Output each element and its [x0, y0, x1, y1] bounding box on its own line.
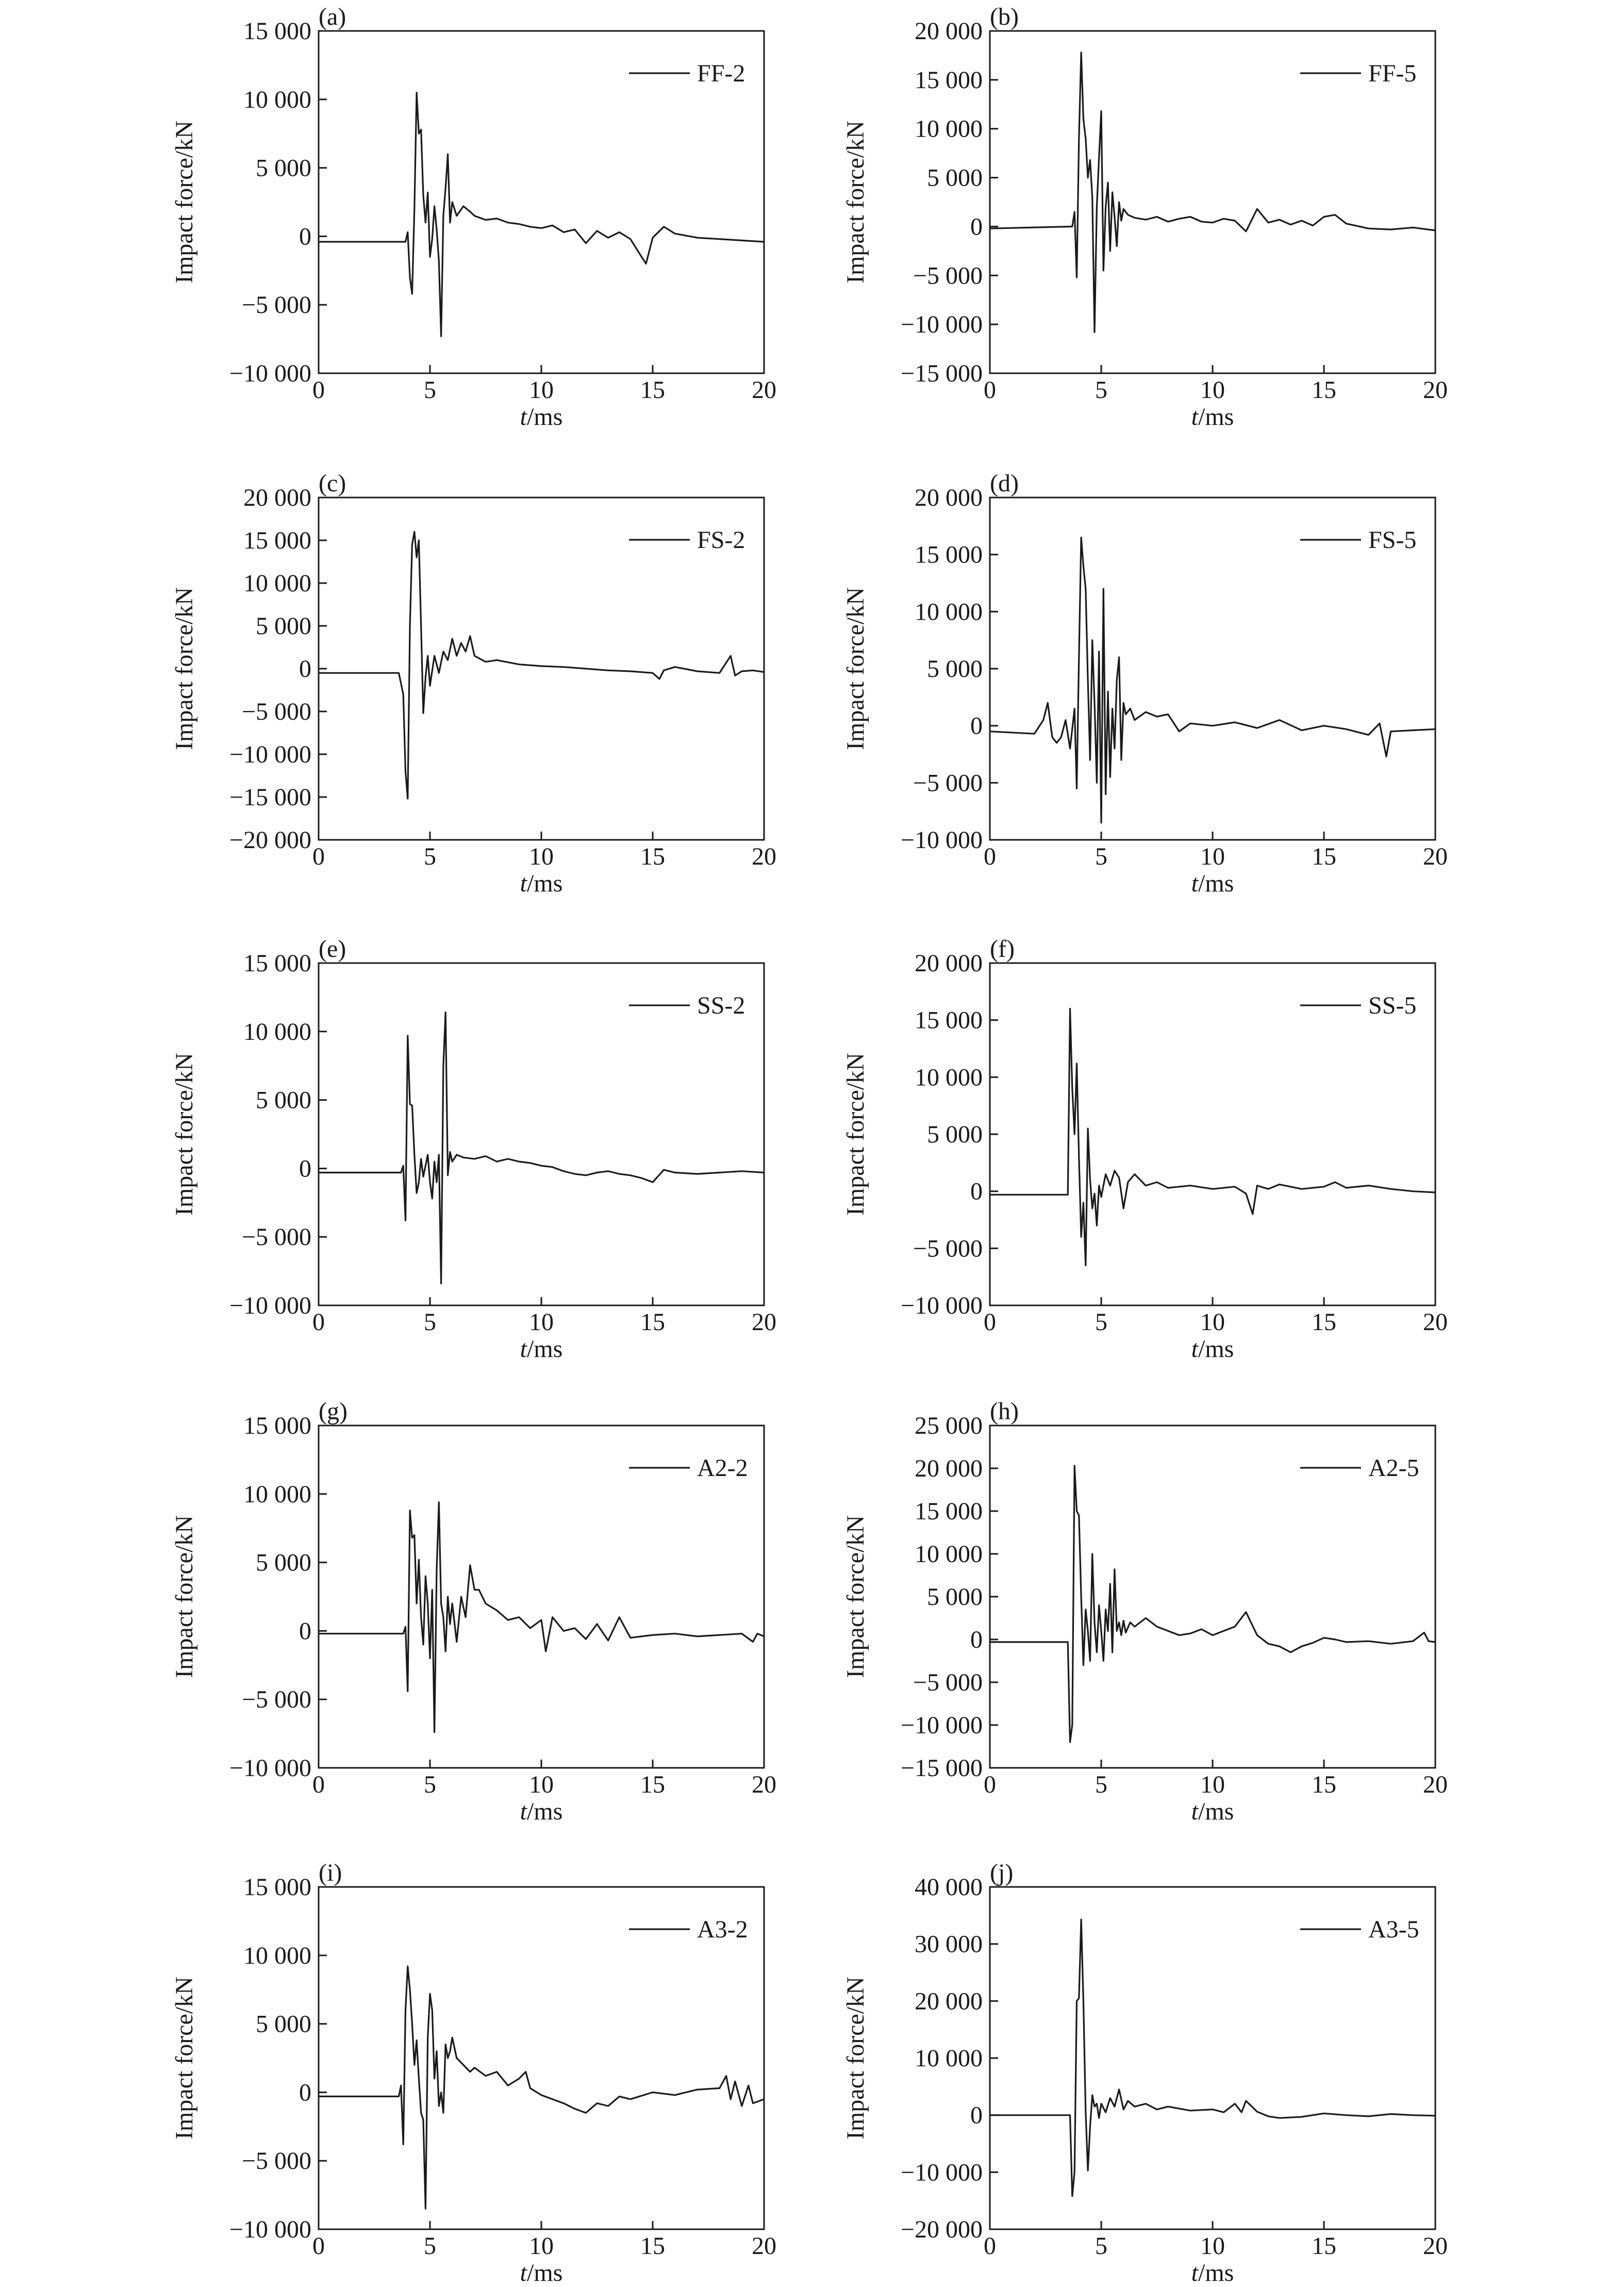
y-tick-label: 15 000 [915, 66, 983, 94]
panel-label: (j) [990, 1859, 1014, 1886]
legend-label: SS-2 [697, 992, 745, 1019]
y-axis-title: Impact force/kN [171, 1977, 198, 2140]
y-tick-label: −10 000 [900, 311, 983, 339]
x-tick-label: 10 [529, 1771, 554, 1798]
y-tick-label: 10 000 [243, 1018, 311, 1046]
y-tick-label: 0 [970, 712, 983, 740]
y-tick-label: 15 000 [243, 1412, 311, 1439]
y-axis-title: Impact force/kN [171, 121, 198, 284]
x-tick-label: 20 [1423, 843, 1448, 870]
y-tick-label: −5 000 [241, 1686, 311, 1714]
panel-label: (a) [319, 3, 346, 30]
y-tick-label: 5 000 [927, 655, 983, 683]
y-tick-label: −5 000 [241, 291, 311, 319]
y-tick-label: 10 000 [243, 570, 311, 597]
x-tick-label: 5 [424, 2232, 436, 2260]
y-tick-label: −5 000 [241, 1223, 311, 1251]
y-tick-label: 20 000 [915, 484, 983, 511]
x-tick-label: 15 [640, 1308, 665, 1336]
legend [1300, 1916, 1419, 1943]
panel-label: (c) [319, 470, 346, 497]
chart-panel-i [171, 1859, 776, 2286]
y-tick-label: 20 000 [915, 1987, 983, 2015]
y-tick-label: 10 000 [915, 115, 983, 143]
legend-label: A2-2 [697, 1454, 748, 1482]
legend-label: FF-5 [1368, 60, 1417, 87]
x-tick-label: 20 [752, 376, 776, 404]
y-tick-label: 20 000 [915, 18, 983, 45]
panel-label: (f) [990, 935, 1015, 963]
y-tick-label: 0 [299, 655, 311, 683]
y-tick-label: 10 000 [243, 1942, 311, 1969]
y-tick-label: 15 000 [243, 1874, 311, 1901]
y-tick-label: 25 000 [915, 1412, 983, 1439]
x-tick-label: 0 [984, 843, 996, 870]
y-tick-label: −15 000 [900, 1754, 983, 1782]
series-line [990, 1919, 1435, 2196]
x-tick-label: 5 [424, 843, 436, 870]
y-tick-label: 15 000 [915, 541, 983, 569]
y-tick-label: 20 000 [915, 1455, 983, 1482]
y-tick-label: −5 000 [913, 769, 983, 797]
chart-panel-j [842, 1859, 1448, 2286]
y-tick-label: 20 000 [243, 484, 311, 511]
x-tick-label: 15 [640, 1771, 665, 1798]
panel-label: (e) [319, 935, 346, 963]
chart-panel-c [171, 470, 776, 897]
y-tick-label: 5 000 [256, 154, 311, 182]
x-tick-label: 10 [529, 2232, 554, 2260]
x-tick-label: 10 [1200, 843, 1225, 870]
x-tick-label: 15 [1312, 843, 1336, 870]
x-tick-label: 5 [1095, 1771, 1107, 1798]
x-tick-label: 20 [1423, 1308, 1448, 1336]
y-tick-label: 5 000 [927, 1121, 983, 1148]
legend-label: A3-5 [1368, 1916, 1419, 1943]
x-axis-title: t/ms [1191, 1798, 1234, 1825]
y-tick-label: 10 000 [915, 1540, 983, 1568]
chart-panel-h [842, 1398, 1448, 1825]
y-axis-title: Impact force/kN [171, 587, 198, 750]
chart-panel-d [842, 470, 1448, 897]
y-tick-label: 10 000 [915, 1064, 983, 1091]
y-tick-label: 40 000 [915, 1874, 983, 1901]
y-axis-title: Impact force/kN [842, 1515, 869, 1678]
series-line [319, 1013, 764, 1284]
chart-panel-e [171, 935, 776, 1363]
legend [629, 1454, 748, 1482]
x-tick-label: 15 [1312, 376, 1336, 404]
legend-label: FS-2 [697, 526, 745, 554]
y-tick-label: 15 000 [243, 18, 311, 45]
y-tick-label: 15 000 [915, 1498, 983, 1525]
y-tick-label: 5 000 [927, 164, 983, 192]
x-tick-label: 5 [1095, 2232, 1107, 2260]
x-tick-label: 5 [1095, 1308, 1107, 1336]
y-axis-title: Impact force/kN [842, 1977, 869, 2140]
x-axis-title: t/ms [1191, 870, 1234, 897]
x-tick-label: 5 [424, 376, 436, 404]
chart-panel-f [842, 935, 1448, 1363]
y-tick-label: −5 000 [241, 698, 311, 725]
y-axis-title: Impact force/kN [171, 1053, 198, 1216]
y-tick-label: 0 [299, 223, 311, 251]
y-tick-label: −10 000 [229, 360, 311, 387]
series-line [990, 1009, 1435, 1266]
x-tick-label: 5 [1095, 843, 1107, 870]
x-axis-title: t/ms [1191, 2259, 1234, 2286]
y-tick-label: 5 000 [256, 1549, 311, 1577]
panel-label: (d) [990, 470, 1019, 497]
legend [1300, 1454, 1419, 1482]
legend-label: SS-5 [1368, 992, 1417, 1019]
x-tick-label: 5 [424, 1308, 436, 1336]
series-line [990, 1466, 1435, 1742]
y-tick-label: −15 000 [900, 360, 983, 387]
x-tick-label: 0 [984, 2232, 996, 2260]
x-axis-title: t/ms [520, 2259, 563, 2286]
legend-label: A2-5 [1368, 1454, 1419, 1482]
x-tick-label: 5 [424, 1771, 436, 1798]
x-tick-label: 20 [752, 1308, 776, 1336]
legend [629, 526, 745, 554]
chart-panel-b [842, 3, 1448, 430]
x-tick-label: 5 [1095, 376, 1107, 404]
x-tick-label: 10 [529, 1308, 554, 1336]
y-tick-label: −5 000 [241, 2147, 311, 2175]
y-tick-label: 30 000 [915, 1930, 983, 1958]
x-tick-label: 15 [640, 843, 665, 870]
y-tick-label: −10 000 [900, 1712, 983, 1739]
legend [1300, 60, 1416, 87]
y-tick-label: 20 000 [915, 950, 983, 977]
x-tick-label: 20 [1423, 2232, 1448, 2260]
y-axis-title: Impact force/kN [171, 1515, 198, 1678]
x-tick-label: 10 [529, 376, 554, 404]
x-tick-label: 0 [984, 376, 996, 404]
y-tick-label: −10 000 [229, 1292, 311, 1319]
x-tick-label: 15 [1312, 1308, 1336, 1336]
x-tick-label: 20 [752, 843, 776, 870]
y-axis-title: Impact force/kN [842, 121, 869, 284]
x-tick-label: 15 [640, 376, 665, 404]
y-tick-label: 5 000 [256, 2010, 311, 2038]
x-tick-label: 0 [984, 1308, 996, 1336]
y-tick-label: −20 000 [900, 2216, 983, 2243]
legend-label: A3-2 [697, 1916, 748, 1943]
legend [629, 992, 745, 1019]
x-tick-label: 15 [1312, 2232, 1336, 2260]
y-tick-label: −10 000 [229, 741, 311, 768]
x-tick-label: 0 [312, 2232, 325, 2260]
x-tick-label: 10 [1200, 1771, 1225, 1798]
y-tick-label: −10 000 [900, 826, 983, 854]
x-tick-label: 0 [312, 843, 325, 870]
x-tick-label: 0 [312, 376, 325, 404]
legend-label: FF-2 [697, 60, 745, 87]
y-tick-label: −10 000 [900, 1292, 983, 1319]
x-axis-title: t/ms [520, 1798, 563, 1825]
y-tick-label: 10 000 [915, 598, 983, 626]
legend-label: FS-5 [1368, 526, 1417, 554]
y-tick-label: −15 000 [229, 784, 311, 811]
y-tick-label: 10 000 [915, 2045, 983, 2072]
series-line [319, 1502, 764, 1732]
x-axis-title: t/ms [520, 870, 563, 897]
x-tick-label: 20 [752, 2232, 776, 2260]
y-tick-label: 5 000 [927, 1583, 983, 1611]
x-tick-label: 0 [312, 1771, 325, 1798]
y-tick-label: 0 [970, 213, 983, 241]
x-tick-label: 10 [1200, 2232, 1225, 2260]
y-tick-label: −10 000 [229, 2216, 311, 2243]
x-tick-label: 20 [1423, 1771, 1448, 1798]
y-tick-label: 15 000 [243, 527, 311, 554]
x-tick-label: 15 [640, 2232, 665, 2260]
legend [1300, 526, 1416, 554]
y-tick-label: −10 000 [900, 2159, 983, 2186]
y-tick-label: 0 [970, 1626, 983, 1653]
y-tick-label: 15 000 [915, 1006, 983, 1034]
chart-panel-a [171, 3, 776, 430]
y-axis-title: Impact force/kN [842, 1053, 869, 1216]
x-tick-label: 10 [1200, 376, 1225, 404]
y-tick-label: −5 000 [913, 1669, 983, 1696]
panel-label: (h) [990, 1398, 1019, 1425]
series-line [990, 538, 1435, 823]
x-tick-label: 0 [984, 1771, 996, 1798]
y-tick-label: 0 [299, 1155, 311, 1183]
series-line [990, 53, 1435, 333]
y-tick-label: 15 000 [243, 950, 311, 977]
y-tick-label: −5 000 [913, 1235, 983, 1263]
y-tick-label: 5 000 [256, 612, 311, 640]
x-tick-label: 10 [529, 843, 554, 870]
y-tick-label: −10 000 [229, 1754, 311, 1782]
series-line [319, 1966, 764, 2209]
x-tick-label: 20 [752, 1771, 776, 1798]
panel-label: (i) [319, 1859, 342, 1886]
legend [1300, 992, 1416, 1019]
y-tick-label: 0 [970, 2101, 983, 2129]
y-tick-label: 0 [299, 1617, 311, 1645]
x-tick-label: 0 [312, 1308, 325, 1336]
y-tick-label: 10 000 [243, 86, 311, 113]
y-tick-label: 10 000 [243, 1480, 311, 1508]
y-tick-label: 5 000 [256, 1086, 311, 1114]
chart-panel-g [171, 1398, 776, 1825]
x-tick-label: 15 [1312, 1771, 1336, 1798]
legend [629, 1916, 748, 1943]
panel-label: (b) [990, 3, 1019, 30]
legend [629, 60, 745, 87]
x-axis-title: t/ms [520, 403, 563, 430]
x-axis-title: t/ms [1191, 1335, 1234, 1363]
x-tick-label: 20 [1423, 376, 1448, 404]
x-axis-title: t/ms [520, 1335, 563, 1363]
y-tick-label: −5 000 [913, 262, 983, 290]
panel-label: (g) [319, 1398, 347, 1425]
y-axis-title: Impact force/kN [842, 587, 869, 750]
y-tick-label: 0 [299, 2079, 311, 2107]
y-tick-label: −20 000 [229, 826, 311, 854]
y-tick-label: 0 [970, 1178, 983, 1205]
x-tick-label: 10 [1200, 1308, 1225, 1336]
x-axis-title: t/ms [1191, 403, 1234, 430]
series-line [319, 532, 764, 799]
series-line [319, 93, 764, 337]
